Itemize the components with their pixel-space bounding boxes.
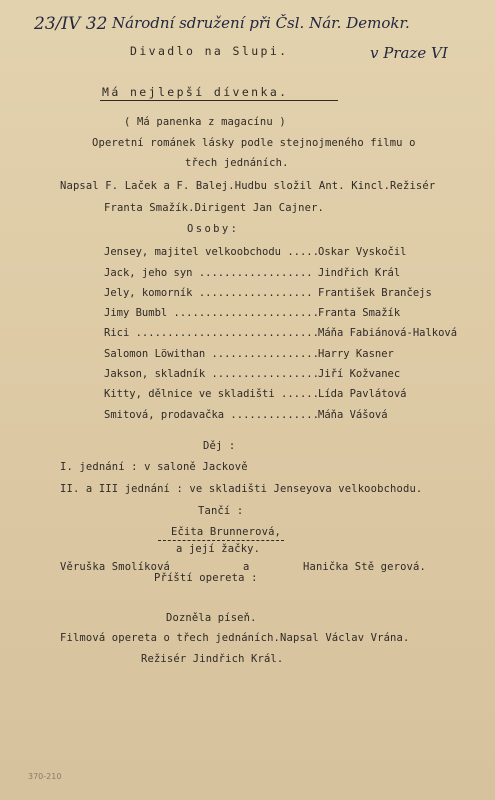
cast-row xyxy=(104,307,474,321)
genre-line-1: Operetní románek lásky podle stejnojmeného filmu o xyxy=(92,137,416,149)
cast-row xyxy=(104,368,474,382)
pencil-note: 370-210 xyxy=(28,772,62,781)
handwritten-place: v Praze VI xyxy=(370,44,448,62)
cast-role: Jakson, skladník ................. xyxy=(104,368,319,380)
plot-heading: Děj : xyxy=(203,440,236,452)
next-description: Filmová opereta o třech jednáních.Napsal Václav Vrána. xyxy=(60,632,410,644)
theatre-name: Divadlo na Slupi. xyxy=(130,44,289,58)
next-heading: Příští opereta : xyxy=(154,572,258,584)
cast-role: Jensey, majitel velkoobchodu ..... xyxy=(104,246,319,258)
cast-row xyxy=(104,327,474,341)
cast-actor: Oskar Vyskočil xyxy=(318,246,407,258)
credits-line-2: Franta Smažík.Dirigent Jan Cajner. xyxy=(104,202,325,214)
dancer-name: Ečita Brunnerová, xyxy=(171,526,282,538)
next-director: Režisér Jindřich Král. xyxy=(141,653,284,665)
next-title: Dozněla píseň. xyxy=(166,612,257,624)
act-2: II. a III jednání : ve skladišti Jenseyova velkoobchodu. xyxy=(60,483,423,495)
cast-row xyxy=(104,348,474,362)
cast-row xyxy=(104,267,474,281)
title-underline xyxy=(100,100,338,101)
cast-row xyxy=(104,388,474,402)
cast-actor: Franta Smažík xyxy=(318,307,401,319)
handwritten-institution: Národní sdružení při Čsl. Nár. Demokr. xyxy=(112,14,410,32)
cast-row xyxy=(104,409,474,423)
pupil-2: Hanička Stě gerová. xyxy=(303,561,426,573)
dancer-pupils: a její žačky. xyxy=(176,543,261,555)
genre-line-2: třech jednáních. xyxy=(185,157,289,169)
cast-actor: Jiří Kožvanec xyxy=(318,368,401,380)
cast-actor: Máňa Vášová xyxy=(318,409,388,421)
cast-row xyxy=(104,287,474,301)
cast-row xyxy=(104,246,474,260)
cast-heading: Osoby: xyxy=(187,223,240,235)
dancer-underline xyxy=(158,540,284,541)
pupil-1: Věruška Smolíková xyxy=(60,561,171,573)
cast-role: Jack, jeho syn .................. xyxy=(104,267,313,279)
cast-actor: František Brančejs xyxy=(318,287,432,299)
cast-actor: Jindřich Král xyxy=(318,267,401,279)
cast-role: Kitty, dělnice ve skladišti ...... xyxy=(104,388,319,400)
credits-line-1: Napsal F. Laček a F. Balej.Hudbu složil Ant. Kincl.Režisér xyxy=(60,180,436,192)
cast-role: Rici ............................. xyxy=(104,327,319,339)
cast-role: Jimy Bumbl ....................... xyxy=(104,307,319,319)
cast-actor: Lída Pavlátová xyxy=(318,388,407,400)
cast-role: Salomon Löwithan ................. xyxy=(104,348,319,360)
cast-role: Jely, komorník .................. xyxy=(104,287,313,299)
dance-heading: Tančí : xyxy=(198,505,244,517)
play-title: Má nejlepší dívenka. xyxy=(102,85,289,99)
handwritten-date: 23/IV 32 xyxy=(34,14,108,34)
cast-actor: Harry Kasner xyxy=(318,348,394,360)
subtitle: ( Má panenka z magacínu ) xyxy=(124,116,286,128)
cast-role: Smitová, prodavačka .............. xyxy=(104,409,319,421)
act-1: I. jednání : v saloně Jackově xyxy=(60,461,248,473)
pupil-and: a xyxy=(243,561,250,573)
cast-actor: Máňa Fabiánová-Halková xyxy=(318,327,458,339)
